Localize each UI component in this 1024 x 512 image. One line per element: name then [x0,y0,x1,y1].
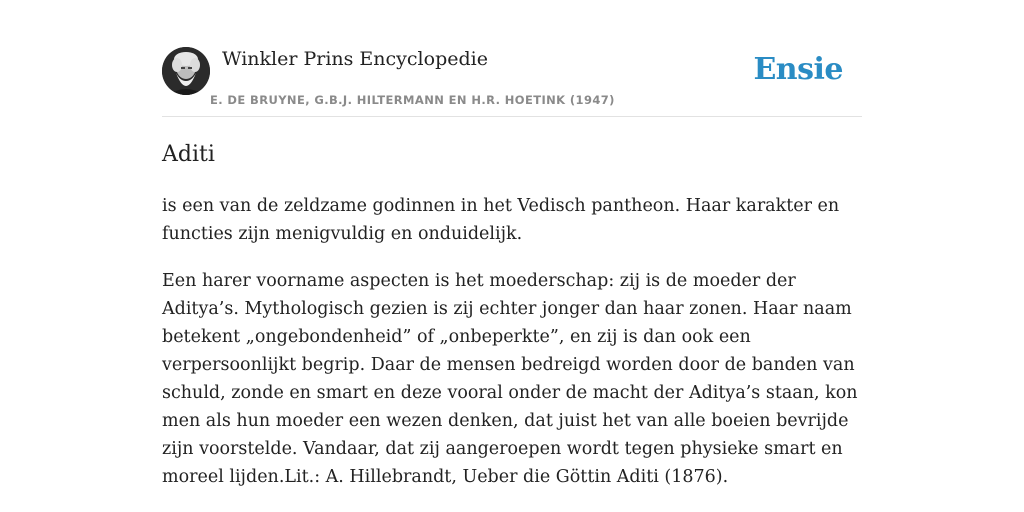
publication-title[interactable]: Winkler Prins Encyclopedie [222,48,488,70]
ensie-logo[interactable]: Ensie [753,52,843,87]
author-portrait-avatar [162,47,210,95]
article-paragraph-1: is een van de zeldzame godinnen in het Vedisch pantheon. Haar karakter en functies zijn menigvuldig en onduidelijk. [162,196,840,244]
article-paragraph-2: Een harer voorname aspecten is het moederschap: zij is de moeder der Aditya’s. Mythologisch gezien is zij echter jonger dan haar zonen. Haar naam betekent „ongebondenheid” of „onbeperkte”, en zij is dan ook een verpersoonlijkt begrip. Daar de mensen bedreigd worden door de banden van schuld, zonde en smart en deze vooral onder de macht der Aditya’s staan, kon men als hun moeder een wezen denken, dat juist het van alle boeien bevrijde zijn voorstelde. Vandaar, dat zij aangeroepen wordt tegen physieke smart en moreel lijden.Lit.: A. Hillebrandt, Ueber die Göttin Aditi (1876). [162,271,858,487]
publication-authors: E. DE BRUYNE, G.B.J. HILTERMANN EN H.R. HOETINK (1947) [210,93,615,107]
header [162,46,862,117]
article-title: Aditi [162,142,215,167]
